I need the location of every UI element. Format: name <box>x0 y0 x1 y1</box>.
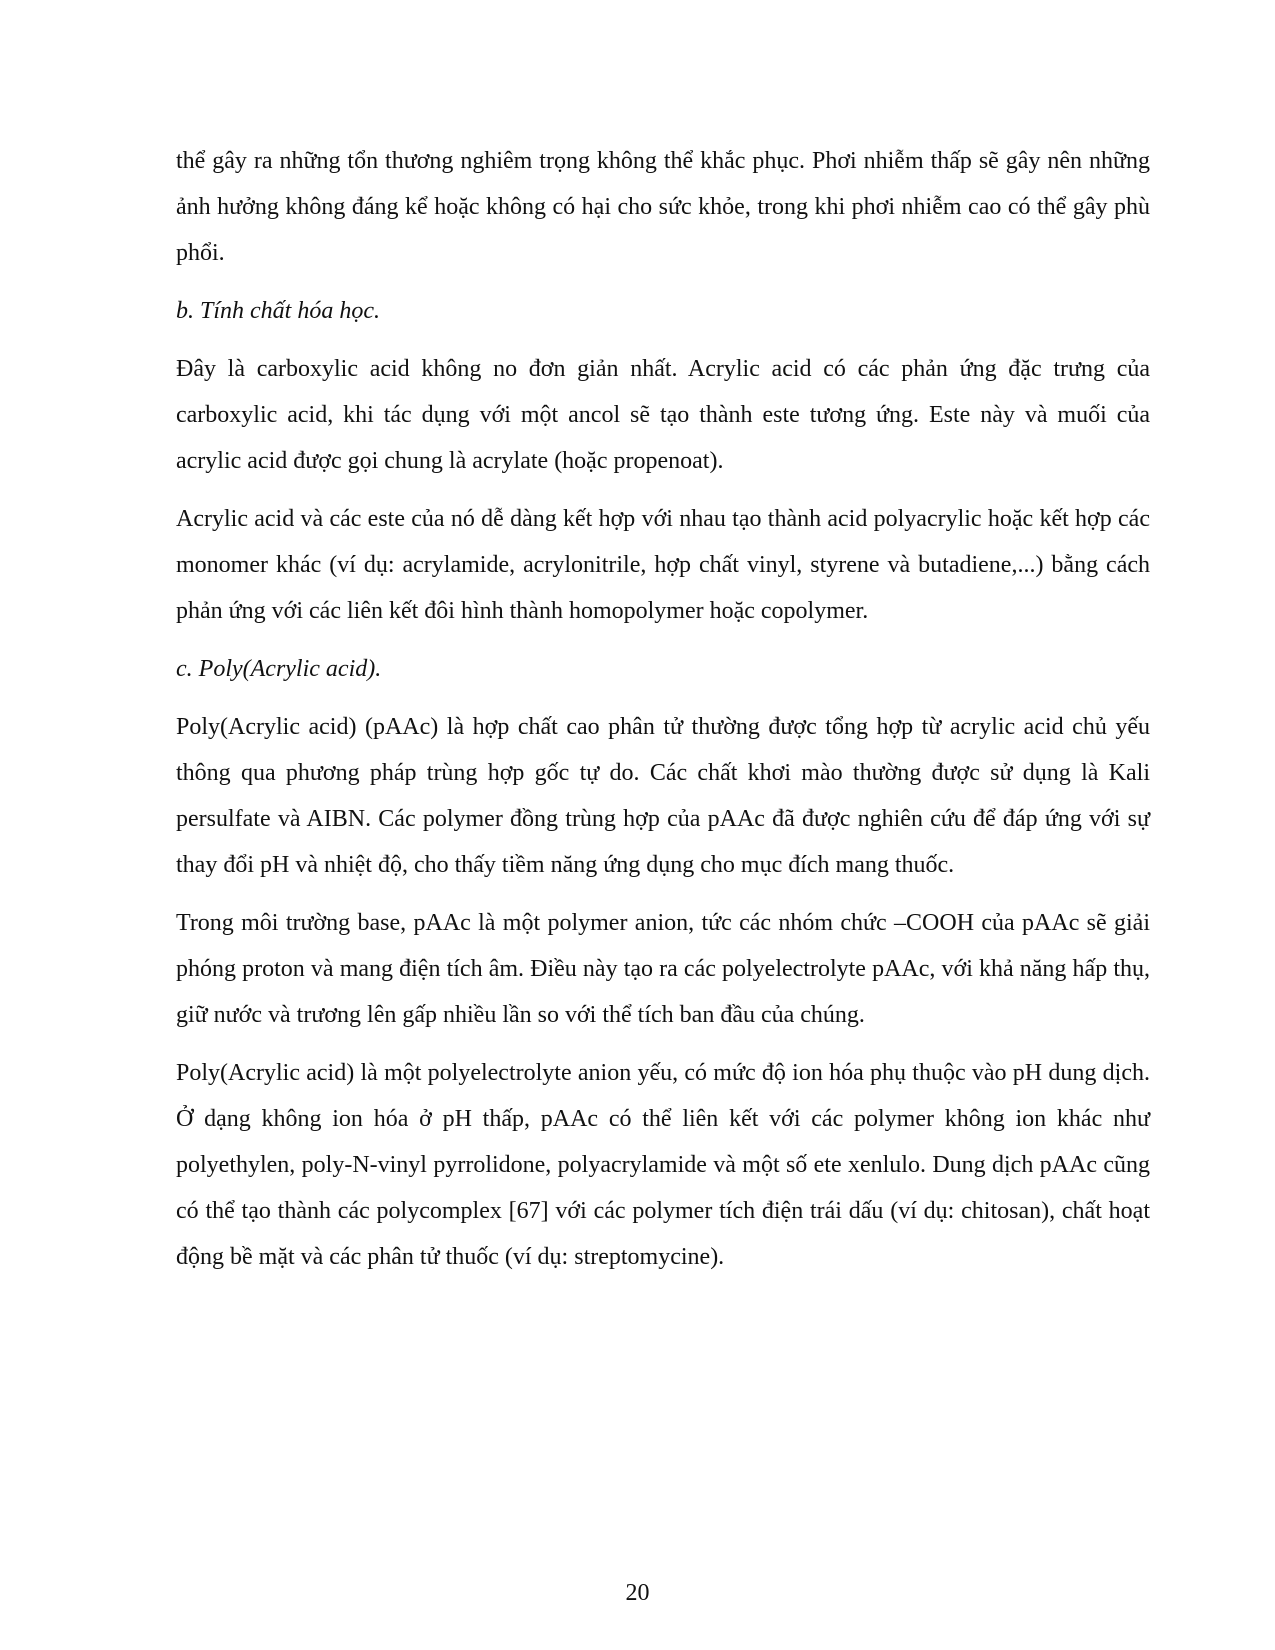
paragraph-weak-polyelectrolyte: Poly(Acrylic acid) là một polyelectrolyte anion yếu, có mức độ ion hóa phụ thuộc vào pH dung dịch. Ở dạng không ion hóa ở pH thấp, pAAc có thể liên kết với các polymer không ion khác như polyethylen, poly-N-vinyl pyrrolidone, polyacrylamide và một số ete xenlulo. Dung dịch pAAc cũng có thể tạo thành các polycomplex [67] với các polymer tích điện trái dấu (ví dụ: chitosan), chất hoạt động bề mặt và các phân tử thuốc (ví dụ: streptomycine). <box>176 1060 1150 1270</box>
paragraph-polymerization: Acrylic acid và các este của nó dễ dàng kết hợp với nhau tạo thành acid polyacrylic hoặc kết hợp các monomer khác (ví dụ: acrylamide, acrylonitrile, hợp chất vinyl, styrene và butadiene,...) bằng cách phản ứng với các liên kết đôi hình thành homopolymer hoặc copolymer. <box>176 506 1150 624</box>
page-body <box>176 138 1150 1280</box>
paragraph-base-environment: Trong môi trường base, pAAc là một polymer anion, tức các nhóm chức –COOH của pAAc sẽ giải phóng proton và mang điện tích âm. Điều này tạo ra các polyelectrolyte pAAc, với khả năng hấp thụ, giữ nước và trương lên gấp nhiều lần so với thể tích ban đầu của chúng. <box>176 910 1150 1028</box>
section-heading-chemical-properties: b. Tính chất hóa học. <box>176 298 380 324</box>
section-heading-poly-acrylic-acid: c. Poly(Acrylic acid). <box>176 656 382 682</box>
paragraph-carboxylic-acid: Đây là carboxylic acid không no đơn giản nhất. Acrylic acid có các phản ứng đặc trưng của carboxylic acid, khi tác dụng với một ancol sẽ tạo thành este tương ứng. Este này và muối của acrylic acid được gọi chung là acrylate (hoặc propenoat). <box>176 356 1150 474</box>
paragraph-paac-synthesis: Poly(Acrylic acid) (pAAc) là hợp chất cao phân tử thường được tổng hợp từ acrylic acid chủ yếu thông qua phương pháp trùng hợp gốc tự do. Các chất khơi mào thường được sử dụng là Kali persulfate và AIBN. Các polymer đồng trùng hợp của pAAc đã được nghiên cứu để đáp ứng với sự thay đổi pH và nhiệt độ, cho thấy tiềm năng ứng dụng cho mục đích mang thuốc. <box>176 714 1150 878</box>
page-number: 20 <box>625 1580 650 1606</box>
paragraph-health-effects: thể gây ra những tổn thương nghiêm trọng không thể khắc phục. Phơi nhiễm thấp sẽ gây nên những ảnh hưởng không đáng kể hoặc không có hại cho sức khỏe, trong khi phơi nhiễm cao có thể gây phù phổi. <box>176 148 1150 266</box>
